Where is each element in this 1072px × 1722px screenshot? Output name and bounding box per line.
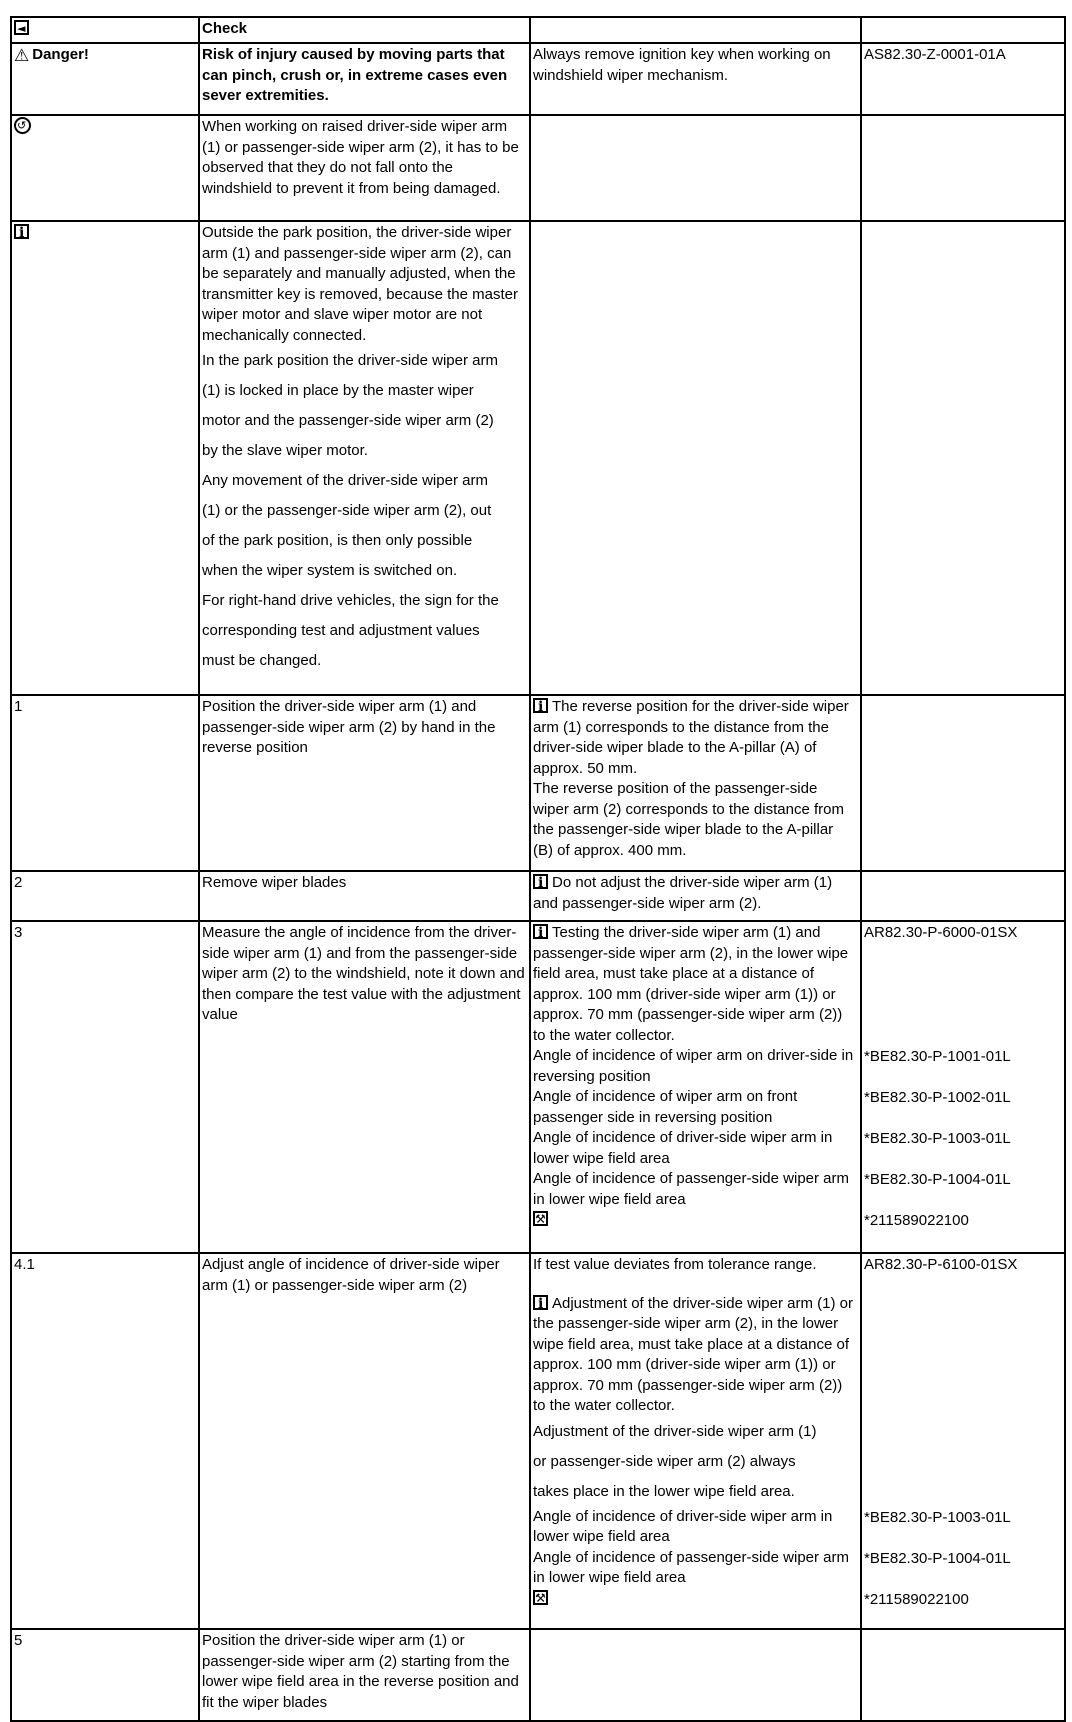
step-1-action-cell [199,695,530,871]
step-1-number-cell [11,695,199,871]
step-ref-link[interactable]: AR82.30-P-6000-01SX [864,924,1018,941]
info-line: when the wiper system is switched on. [202,562,458,579]
caution-text: When working on raised driver-side wiper arm (1) or passenger-side wiper arm (2), it has to be observed that they do not fall onto the windshield to prevent it from being damaged. [202,118,519,197]
step-number: 1 [14,698,23,715]
step-5-ref-cell [861,1629,1065,1721]
caution-text-cell [199,115,530,221]
step-5-number-cell [11,1629,199,1721]
measurement-item: Angle of incidence of passenger-side wiper arm in lower wipe field area [533,1170,850,1208]
info-line: (1) or the passenger-side wiper arm (2), out [202,502,492,519]
step-5-row [11,1629,1065,1721]
step-4-1-action-cell [199,1253,530,1629]
step-2-number-cell [11,871,199,921]
info-text-cell [199,221,530,695]
caution-row [11,115,1065,221]
step-1-note-cell [530,695,861,871]
info-line: In the park position the driver-side wiper arm [202,352,498,369]
tool-ref-link[interactable]: *211589022100 [864,1211,969,1229]
step-action: Position the driver-side wiper arm (1) and passenger-side wiper arm (2) by hand in the reverse position [202,698,496,756]
step-action: Adjust angle of incidence of driver-side wiper arm (1) or passenger-side wiper arm (2) [202,1256,500,1294]
info-line: must be changed. [202,652,322,669]
step-2-action-cell [199,871,530,921]
special-tool-icon [533,1211,548,1226]
step-1-row [11,695,1065,871]
step-4-1-ref-cell [861,1253,1065,1629]
step-note: Do not adjust the driver-side wiper arm (1) and passenger-side wiper arm (2). [533,874,833,912]
step-note: Adjustment of the driver-side wiper arm (1) or the passenger-side wiper arm (2), in the lower wipe field area, must take place at a distance of approx. 100 mm (driver-side wiper arm (1)) or approx. 70 mm (passenger-side wiper arm (2)) to the water collector. [533,1294,853,1414]
danger-ref-cell [861,43,1065,115]
measurement-ref-link[interactable]: *BE82.30-P-1004-01L [864,1549,1011,1567]
adjustment-line: or passenger-side wiper arm (2) always [533,1452,796,1470]
step-ref-link[interactable]: AR82.30-P-6100-01SX [864,1256,1018,1273]
info-icon [533,874,548,889]
step-3-note-cell [530,921,861,1253]
step-4-1-row [11,1253,1065,1629]
measurement-ref-link[interactable]: *BE82.30-P-1003-01L [864,1508,1011,1526]
step-5-note-cell [530,1629,861,1721]
step-action: Position the driver-side wiper arm (1) or passenger-side wiper arm (2) starting from the lower wipe field area in the reverse position and fit the wiper blades [202,1632,519,1711]
measurement-ref-link[interactable]: *BE82.30-P-1003-01L [864,1129,1011,1147]
adjustment-line: takes place in the lower wipe field area. [533,1482,795,1500]
header-check-label: Check [202,20,248,37]
step-number: 5 [14,1632,23,1649]
step-number: 2 [14,874,23,891]
header-row [11,17,1065,43]
tool-ref-link[interactable]: *211589022100 [864,1590,969,1608]
adjustment-line: Adjustment of the driver-side wiper arm (1) [533,1422,817,1440]
danger-row [11,43,1065,115]
header-empty-cell-2 [861,17,1065,43]
info-line: of the park position, is then only possible [202,532,473,549]
danger-ref-link[interactable]: AS82.30-Z-0001-01A [864,46,1006,63]
caution-round-icon [14,117,31,134]
info-icon [533,698,548,713]
measurement-ref-link[interactable]: *BE82.30-P-1002-01L [864,1088,1011,1106]
header-icon-cell [11,17,199,43]
danger-label: Danger! [32,46,89,63]
danger-measure-cell [530,43,861,115]
info-line: motor and the passenger-side wiper arm (2) [202,412,494,429]
info-icon-cell [11,221,199,695]
step-action: Measure the angle of incidence from the driver-side wiper arm (1) and from the passenger-side wiper arm (2) to the windshield, note it down and then compare the test value with the adjustment value [202,924,525,1023]
info-row [11,221,1065,695]
step-condition: If test value deviates from tolerance range. [533,1256,817,1273]
info-line: by the slave wiper motor. [202,442,368,459]
measurement-item: Angle of incidence of driver-side wiper arm in lower wipe field area [533,1129,833,1167]
info-empty-cell-2 [861,221,1065,695]
info-line: (1) is locked in place by the master wiper [202,382,474,399]
info-icon [533,924,548,939]
measurement-item: Angle of incidence of passenger-side wiper arm in lower wipe field area [533,1548,850,1586]
step-3-row [11,921,1065,1253]
measurement-ref-link[interactable]: *BE82.30-P-1004-01L [864,1170,1011,1188]
step-5-action-cell [199,1629,530,1721]
step-2-row [11,871,1065,921]
step-3-action-cell [199,921,530,1253]
procedure-table [10,16,1066,1722]
step-2-ref-cell [861,871,1065,921]
step-4-1-note-cell [530,1253,861,1629]
danger-measure-text: Always remove ignition key when working on windshield wiper mechanism. [533,46,831,84]
danger-risk-cell [199,43,530,115]
measurement-ref-link[interactable]: *BE82.30-P-1001-01L [864,1047,1011,1065]
step-2-note-cell [530,871,861,921]
danger-label-cell [11,43,199,115]
measurement-item: Angle of incidence of driver-side wiper arm in lower wipe field area [533,1507,833,1545]
step-1-ref-cell [861,695,1065,871]
step-action: Remove wiper blades [202,874,347,891]
info-empty-cell [530,221,861,695]
step-4-1-number-cell [11,1253,199,1629]
info-paragraph: Outside the park position, the driver-side wiper arm (1) and passenger-side wiper arm (2), can be separately and manually adjusted, when the transmitter key is removed, because the master wiper motor and slave wiper motor are not mechanically connected. [202,224,518,344]
caution-empty-cell-2 [861,115,1065,221]
warning-triangle-icon: ⚠ [14,46,30,66]
step-3-ref-cell [861,921,1065,1253]
info-line: corresponding test and adjustment values [202,622,480,639]
step-note: The reverse position for the driver-side wiper arm (1) corresponds to the distance from the driver-side wiper blade to the A-pillar (A) of approx. 50 mm. [533,698,849,777]
special-tool-icon [533,1590,548,1605]
info-line: For right-hand drive vehicles, the sign for the [202,592,499,609]
step-note: Testing the driver-side wiper arm (1) and passenger-side wiper arm (2), in the lower wipe field area, must take place at a distance of approx. 100 mm (driver-side wiper arm (1)) or approx. 70 mm (passenger-side wiper arm (2)) to the water collector. [533,924,849,1044]
document-icon [14,20,29,35]
step-3-number-cell [11,921,199,1253]
info-line: Any movement of the driver-side wiper arm [202,472,488,489]
step-number: 4.1 [14,1256,35,1273]
caution-empty-cell [530,115,861,221]
header-empty-cell [530,17,861,43]
caution-icon-cell [11,115,199,221]
measurement-item: Angle of incidence of wiper arm on front passenger side in reversing position [533,1088,798,1126]
step-number: 3 [14,924,23,941]
step-note: The reverse position of the passenger-side wiper arm (2) corresponds to the distance from the passenger-side wiper blade to the A-pillar (B) of approx. 400 mm. [533,780,844,859]
measurement-item: Angle of incidence of wiper arm on driver-side in reversing position [533,1047,854,1085]
header-check-cell [199,17,530,43]
info-icon [533,1295,548,1310]
danger-risk-text: Risk of injury caused by moving parts that can pinch, crush or, in extreme cases even sever extremities. [202,46,508,104]
info-icon [14,224,29,239]
